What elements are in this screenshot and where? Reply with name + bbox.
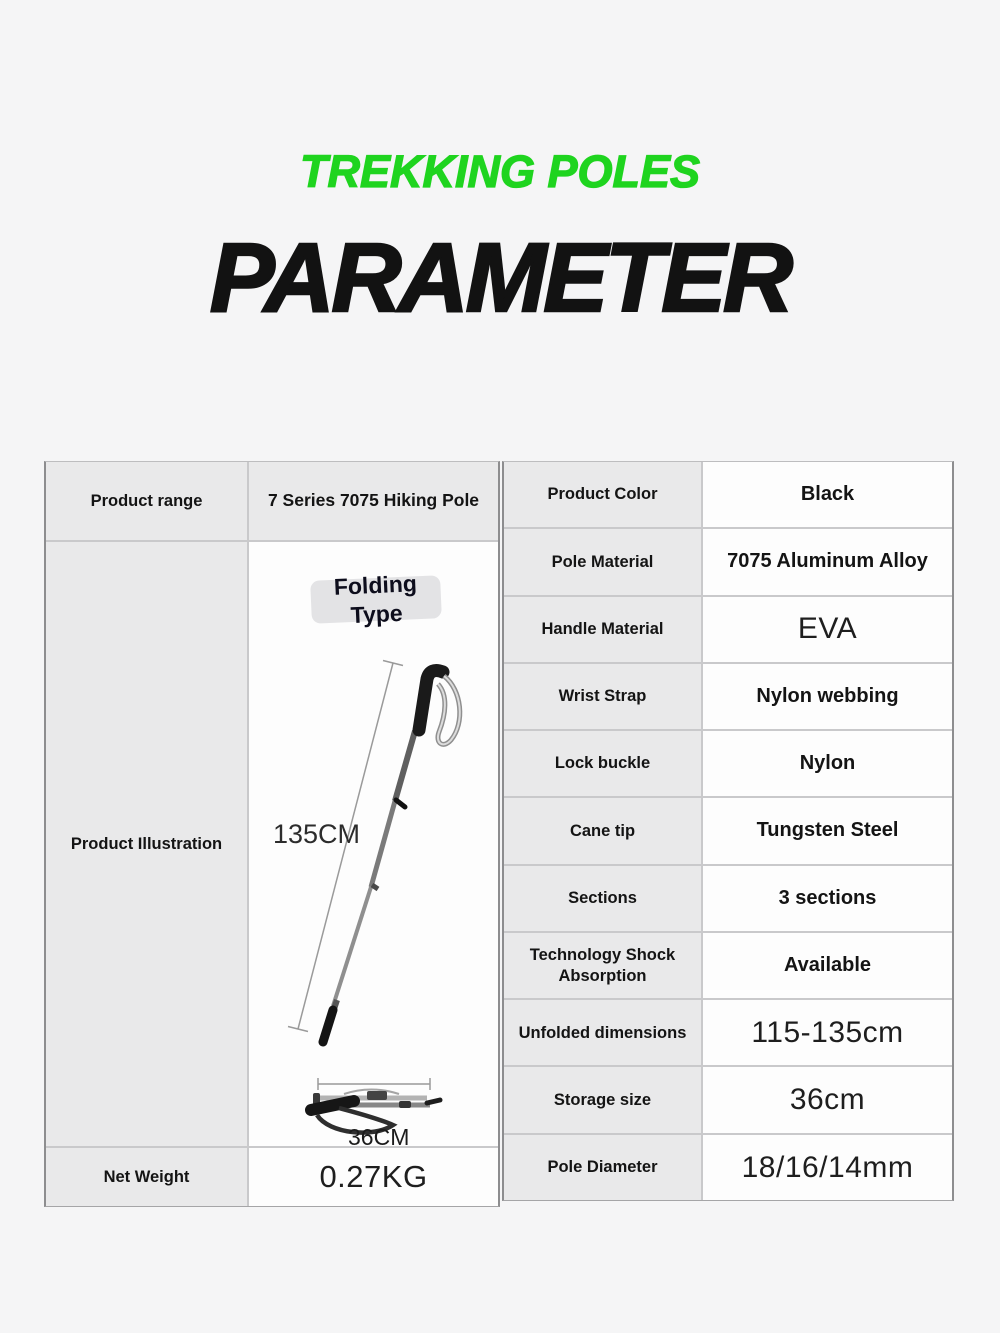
spec-row-label: Cane tip <box>504 798 701 863</box>
spec-row-label: Storage size <box>504 1067 701 1132</box>
spec-row-label: Handle Material <box>504 597 701 662</box>
left-spec-table <box>44 461 500 1207</box>
spec-row-value: 115-135cm <box>703 1000 952 1065</box>
unfolded-length-label: 135CM <box>273 819 361 849</box>
spec-row-label: Lock buckle <box>504 731 701 796</box>
page-title: PARAMETER <box>209 223 791 332</box>
spec-row-value: 7075 Aluminum Alloy <box>703 529 952 594</box>
spec-row-value: Nylon webbing <box>703 664 952 729</box>
pole-handle <box>419 671 443 730</box>
spec-row-label: Technology Shock Absorption <box>504 933 701 998</box>
right-spec-table <box>502 461 954 1201</box>
spec-row-label: Pole Material <box>504 529 701 594</box>
spec-row-label: Unfolded dimensions <box>504 1000 701 1065</box>
spec-row-value: 18/16/14mm <box>703 1135 952 1200</box>
spec-row-label: Wrist Strap <box>504 664 701 729</box>
folded-length-label: 36CM <box>348 1124 410 1150</box>
spec-row-value: EVA <box>703 597 952 662</box>
spec-row-label: Pole Diameter <box>504 1135 701 1200</box>
spec-row-label: Sections <box>504 866 701 931</box>
product-illustration-cell <box>249 542 498 1150</box>
spec-row-value: 3 sections <box>703 866 952 931</box>
folding-type-badge: Folding Type <box>310 575 442 624</box>
spec-row-label: Product Color <box>504 462 701 527</box>
net-weight-value: 0.27KG <box>249 1148 498 1206</box>
spec-row-value: Black <box>703 462 952 527</box>
product-range-label: Product range <box>46 462 247 540</box>
kicker-title: TREKKING POLES <box>299 146 701 197</box>
spec-row-value: 36cm <box>703 1067 952 1132</box>
wrist-strap <box>438 676 460 744</box>
spec-row-value: Available <box>703 933 952 998</box>
product-illustration-label: Product Illustration <box>46 542 247 1146</box>
net-weight-label: Net Weight <box>46 1148 247 1206</box>
spec-row-value: Tungsten Steel <box>703 798 952 863</box>
folded-measurement-line <box>318 1078 430 1090</box>
product-range-value: 7 Series 7075 Hiking Pole <box>249 462 498 540</box>
spec-row-value: Nylon <box>703 731 952 796</box>
